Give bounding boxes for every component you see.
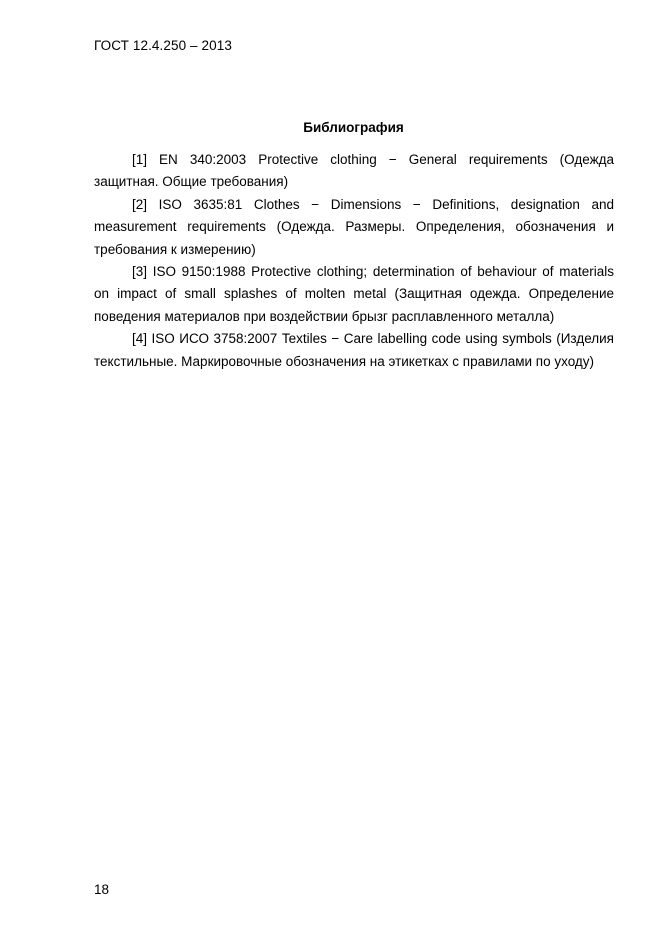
page-number: 18 xyxy=(94,882,110,897)
bibliography-entry-3: [3] ISO 9150:1988 Protective clothing; determination of behaviour of materials on impact of small splashes of molten metal (Защитная одежда. Определение поведения материалов при воздействии брызг расплавленного металла) xyxy=(94,264,614,324)
bibliography-title: Библиография xyxy=(303,120,404,135)
document-code-header: ГОСТ 12.4.250 – 2013 xyxy=(94,38,232,53)
bibliography-entry-1: [1] EN 340:2003 Protective clothing − General requirements (Одежда защитная. Общие требования) xyxy=(94,152,614,190)
bibliography-list xyxy=(94,149,614,373)
bibliography-entry-4: [4] ISO ИСО 3758:2007 Textiles − Care labelling code using symbols (Изделия текстильные. Маркировочные обозначения на этикетках с правилами по уходу) xyxy=(94,331,614,369)
bibliography-entry-2: [2] ISO 3635:81 Clothes − Dimensions − Definitions, designation and measurement requirements (Одежда. Размеры. Определения, обозначения и требования к измерению) xyxy=(94,196,614,257)
